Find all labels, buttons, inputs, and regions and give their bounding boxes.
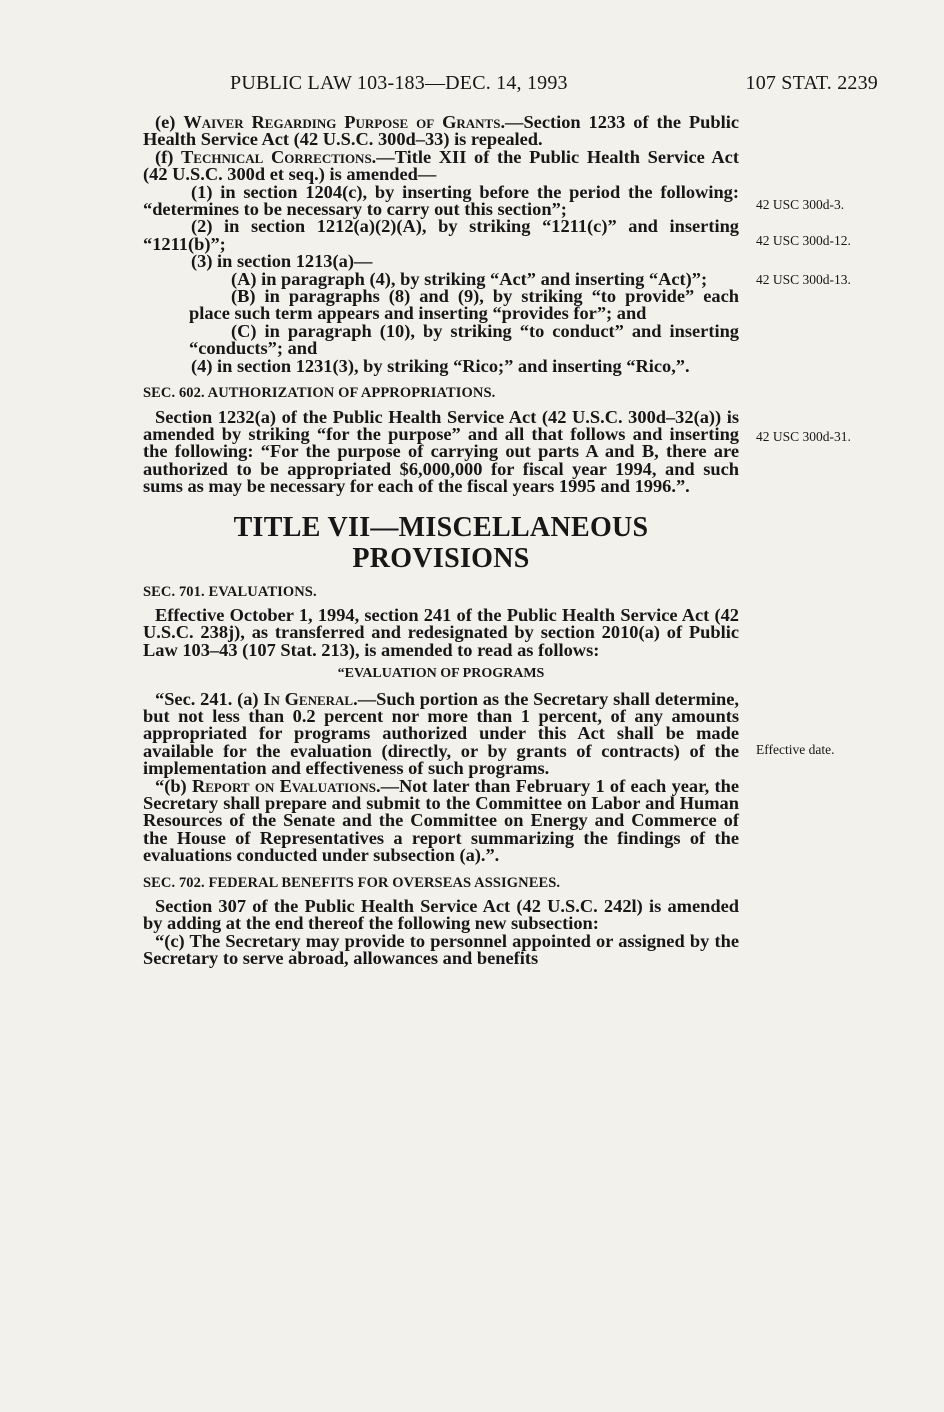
- paragraph-text: —Not later than February 1 of each year, the Secretary shall prepare and submit to the Committee on Labor and Human Resources of the Senate and the Committee on Energy and Commerce of the House of Representatives a report summarizing the findings of the evaluations conducted under subsection (a).”.: [143, 775, 739, 866]
- paragraph-f3a: (A) in paragraph (4), by striking “Act” and inserting “Act)”;: [231, 268, 708, 289]
- running-header: [230, 72, 878, 100]
- section-307c-text: “(c) The Secretary may provide to personnel appointed or assigned by the Secretary to serve abroad, allowances and benefits: [143, 930, 739, 969]
- header-statute-page: 107 STAT. 2239: [745, 72, 878, 94]
- evaluation-of-programs-heading: “EVALUATION OF PROGRAMS: [337, 666, 545, 682]
- paragraph-f2: (2) in section 1212(a)(2)(A), by striking “1211(c)” and inserting “1211(b)”;: [143, 216, 739, 254]
- paragraph-text: —Title XII of the Public Health Service Act (42 U.S.C. 300d et seq.) is amended—: [143, 146, 739, 185]
- document-body: [143, 114, 739, 968]
- section-702-text: Section 307 of the Public Health Service Act (42 U.S.C. 242l) is amended by adding at the end thereof the following new subsection:: [143, 896, 739, 934]
- header-public-law: PUBLIC LAW 103-183—DEC. 14, 1993: [230, 72, 568, 94]
- section-241b: [143, 775, 739, 866]
- paragraph-label: “Sec. 241. (a): [155, 688, 264, 709]
- paragraph-heading: In General.: [263, 688, 358, 709]
- paragraph-heading: Report on Evaluations.: [191, 775, 381, 796]
- paragraph-e: [143, 114, 739, 149]
- paragraph-text: —Section 1233 of the Public Health Service Act (42 U.S.C. 300d–33) is repealed.: [143, 112, 739, 150]
- paragraph-f3: (3) in section 1213(a)—: [191, 251, 373, 272]
- title-vii-heading: [143, 512, 739, 574]
- section-602-text: Section 1232(a) of the Public Health Service Act (42 U.S.C. 300d–32(a)) is amended by striking “for the purpose” and all that follows and inserting the following: “For the purpose of carrying out parts A and B, there are authorized to be appropriated $6,000,000 for fiscal year 1994, and such sums as may be necessary for each of the fiscal years 1995 and 1996.”.: [143, 406, 739, 497]
- margin-note-effective-date: Effective date.: [756, 742, 835, 757]
- margin-note-300d-12: 42 USC 300d-12.: [756, 233, 851, 248]
- title-line-1: TITLE VII—MISCELLANEOUS: [233, 511, 649, 543]
- margin-note-300d-3: 42 USC 300d-3.: [756, 197, 845, 212]
- paragraph-f4: (4) in section 1231(3), by striking “Rico;” and inserting “Rico,”.: [191, 355, 690, 376]
- section-702-heading: SEC. 702. FEDERAL BENEFITS FOR OVERSEAS ASSIGNEES.: [143, 874, 561, 891]
- title-line-2: PROVISIONS: [352, 542, 530, 574]
- margin-note-300d-31: 42 USC 300d-31.: [756, 429, 851, 444]
- paragraph-heading: Technical Corrections.: [181, 146, 377, 167]
- margin-note-300d-13: 42 USC 300d-13.: [756, 272, 851, 287]
- paragraph-heading: Waiver Regarding Purpose of Grants.: [183, 112, 506, 132]
- paragraph-f1: (1) in section 1204(c), by inserting before the period the following: “determines to be necessary to carry out this section”;: [143, 181, 739, 220]
- paragraph-label: (f): [155, 146, 182, 167]
- paragraph-text: —Such portion as the Secretary shall determine, but not less than 0.2 percent nor more than 1 percent, of any amounts appropriated for programs authorized under this Act shall be made available for the evaluation (directly, or by grants of contracts) of the implementation and effectiveness of such programs.: [143, 688, 739, 779]
- paragraph-f3c: (C) in paragraph (10), by striking “to conduct” and inserting “conducts”; and: [189, 320, 739, 359]
- paragraph-label: “(b): [155, 775, 192, 796]
- paragraph-label: (e): [155, 112, 184, 132]
- section-241a: [143, 688, 739, 779]
- section-701-heading: SEC. 701. EVALUATIONS.: [143, 583, 317, 600]
- paragraph-f3b: (B) in paragraphs (8) and (9), by striking “to provide” each place such term appears and inserting “provides for”; and: [189, 286, 739, 324]
- section-701-text: Effective October 1, 1994, section 241 of the Public Health Service Act (42 U.S.C. 238j), as transferred and redesignated by section 2010(a) of Public Law 103–43 (107 Stat. 213), is amended to read as follows:: [143, 604, 739, 660]
- section-602-heading: SEC. 602. AUTHORIZATION OF APPROPRIATIONS.: [143, 385, 496, 402]
- paragraph-f: [143, 146, 739, 185]
